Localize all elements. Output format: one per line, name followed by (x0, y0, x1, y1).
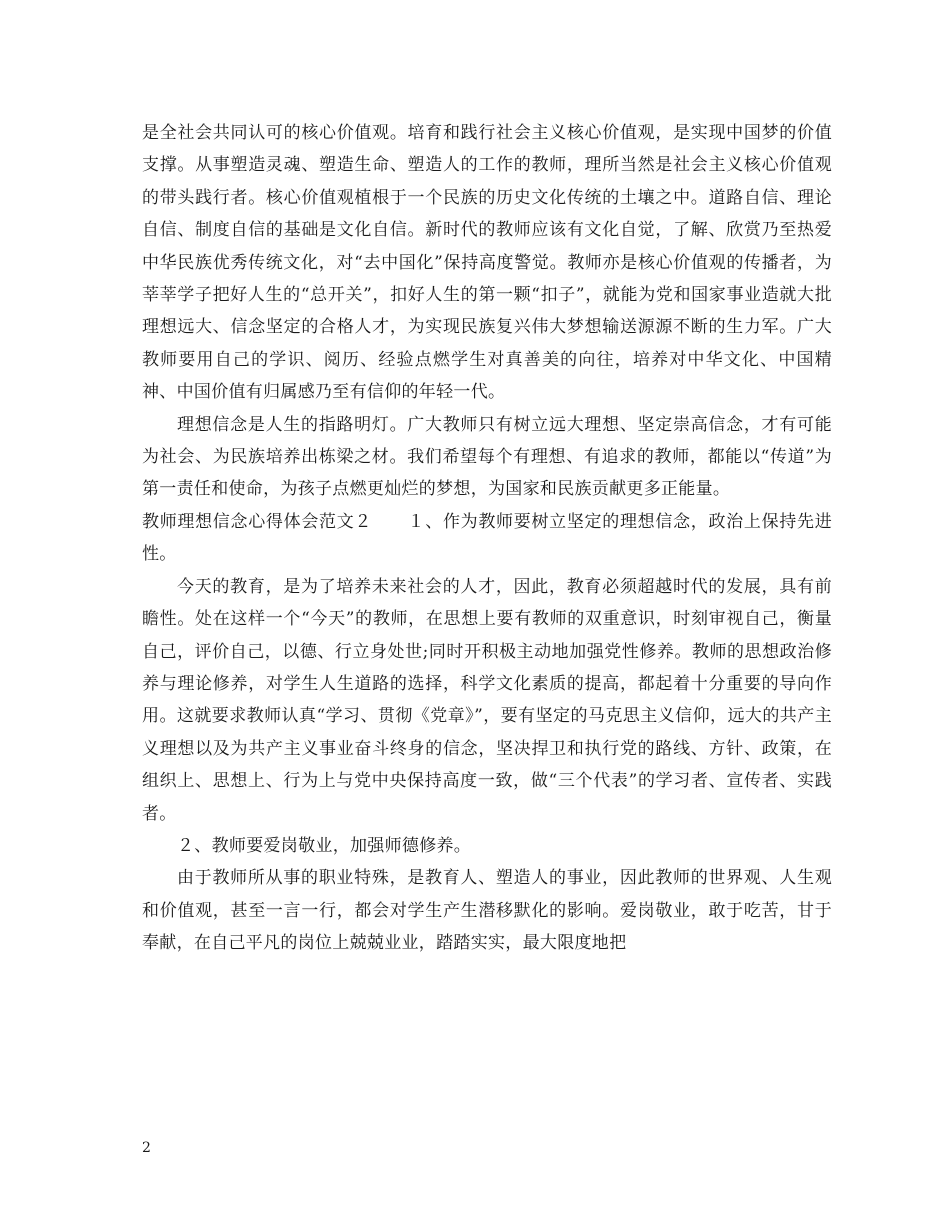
subheading-dedication: ２、教师要爱岗敬业，加强师德修养。 (177, 835, 472, 856)
paragraph-core-values: 是全社会共同认可的核心价值观。培育和践行社会主义核心价值观，是实现中国梦的价值支撑。从事塑造灵魂、塑造生命、塑造人的工作的教师，理所当然是社会主义核心价值观的带头践行者。核心价值观植根于一个民族的历史文化传统的土壤之中。道路自信、理论自信、制度自信的基础是文化自信。新时代的教师应该有文化自觉，了解、欣赏乃至热爱中华民族优秀传统文化，对“去中国化”保持高度警觉。教师亦是核心价值观的传播者，为莘莘学子把好人生的“总开关”，扣好人生的第一颗“扣子”，就能为党和国家事业造就大批理想远大、信念坚定的合格人才，为实现民族复兴伟大梦想输送源源不断的生力军。广大教师要用自己的学识、阅历、经验点燃学生对真善美的向往，培养对中华文化、中国精神、中国价值有归属感乃至有信仰的年轻一代。 (142, 123, 832, 403)
paragraph-education-today: 今天的教育，是为了培养未来社会的人才，因此，教育必须超越时代的发展，具有前瞻性。处在这样一个“今天”的教师，在思想上要有教师的双重意识，时刻审视自己，衡量自己，评价自己，以德、行立身处世;同时开积极主动地加强党性修养。教师的思想政治修养与理论修养，对学生人生道路的选择，科学文化素质的提高，都起着十分重要的导向作用。这就要求教师认真“学习、贯彻《党章》”，要有坚定的马克思主义信仰，远大的共产主义理想以及为共产主义事业奋斗终身的信念，坚决捍卫和执行党的路线、方针、政策，在组织上、思想上、行为上与党中央保持高度一致，做“三个代表”的学习者、宣传者、实践者。 (142, 576, 832, 824)
paragraph-ideals-beacon: 理想信念是人生的指路明灯。广大教师只有树立远大理想、坚定崇高信念，才有可能为社会、为民族培养出栋梁之材。我们希望每个有理想、有追求的教师，都能以“传道”为第一责任和使命，为孩子点燃更灿烂的梦想，为国家和民族贡献更多正能量。 (142, 414, 832, 500)
section-heading-sample-2: 教师理想信念心得体会范文２ １、作为教师要树立坚定的理想信念，政治上保持先进性。 (142, 511, 832, 565)
paragraph-teacher-profession: 由于教师所从事的职业特殊，是教育人、塑造人的事业，因此教师的世界观、人生观和价值观，甚至一言一行，都会对学生产生潜移默化的影响。爱岗敬业，敢于吃苦，甘于奉献，在自己平凡的岗位上兢兢业业，踏踏实实，最大限度地把 (142, 868, 832, 954)
document-body (142, 117, 832, 960)
page-number: 2 (142, 1140, 151, 1156)
